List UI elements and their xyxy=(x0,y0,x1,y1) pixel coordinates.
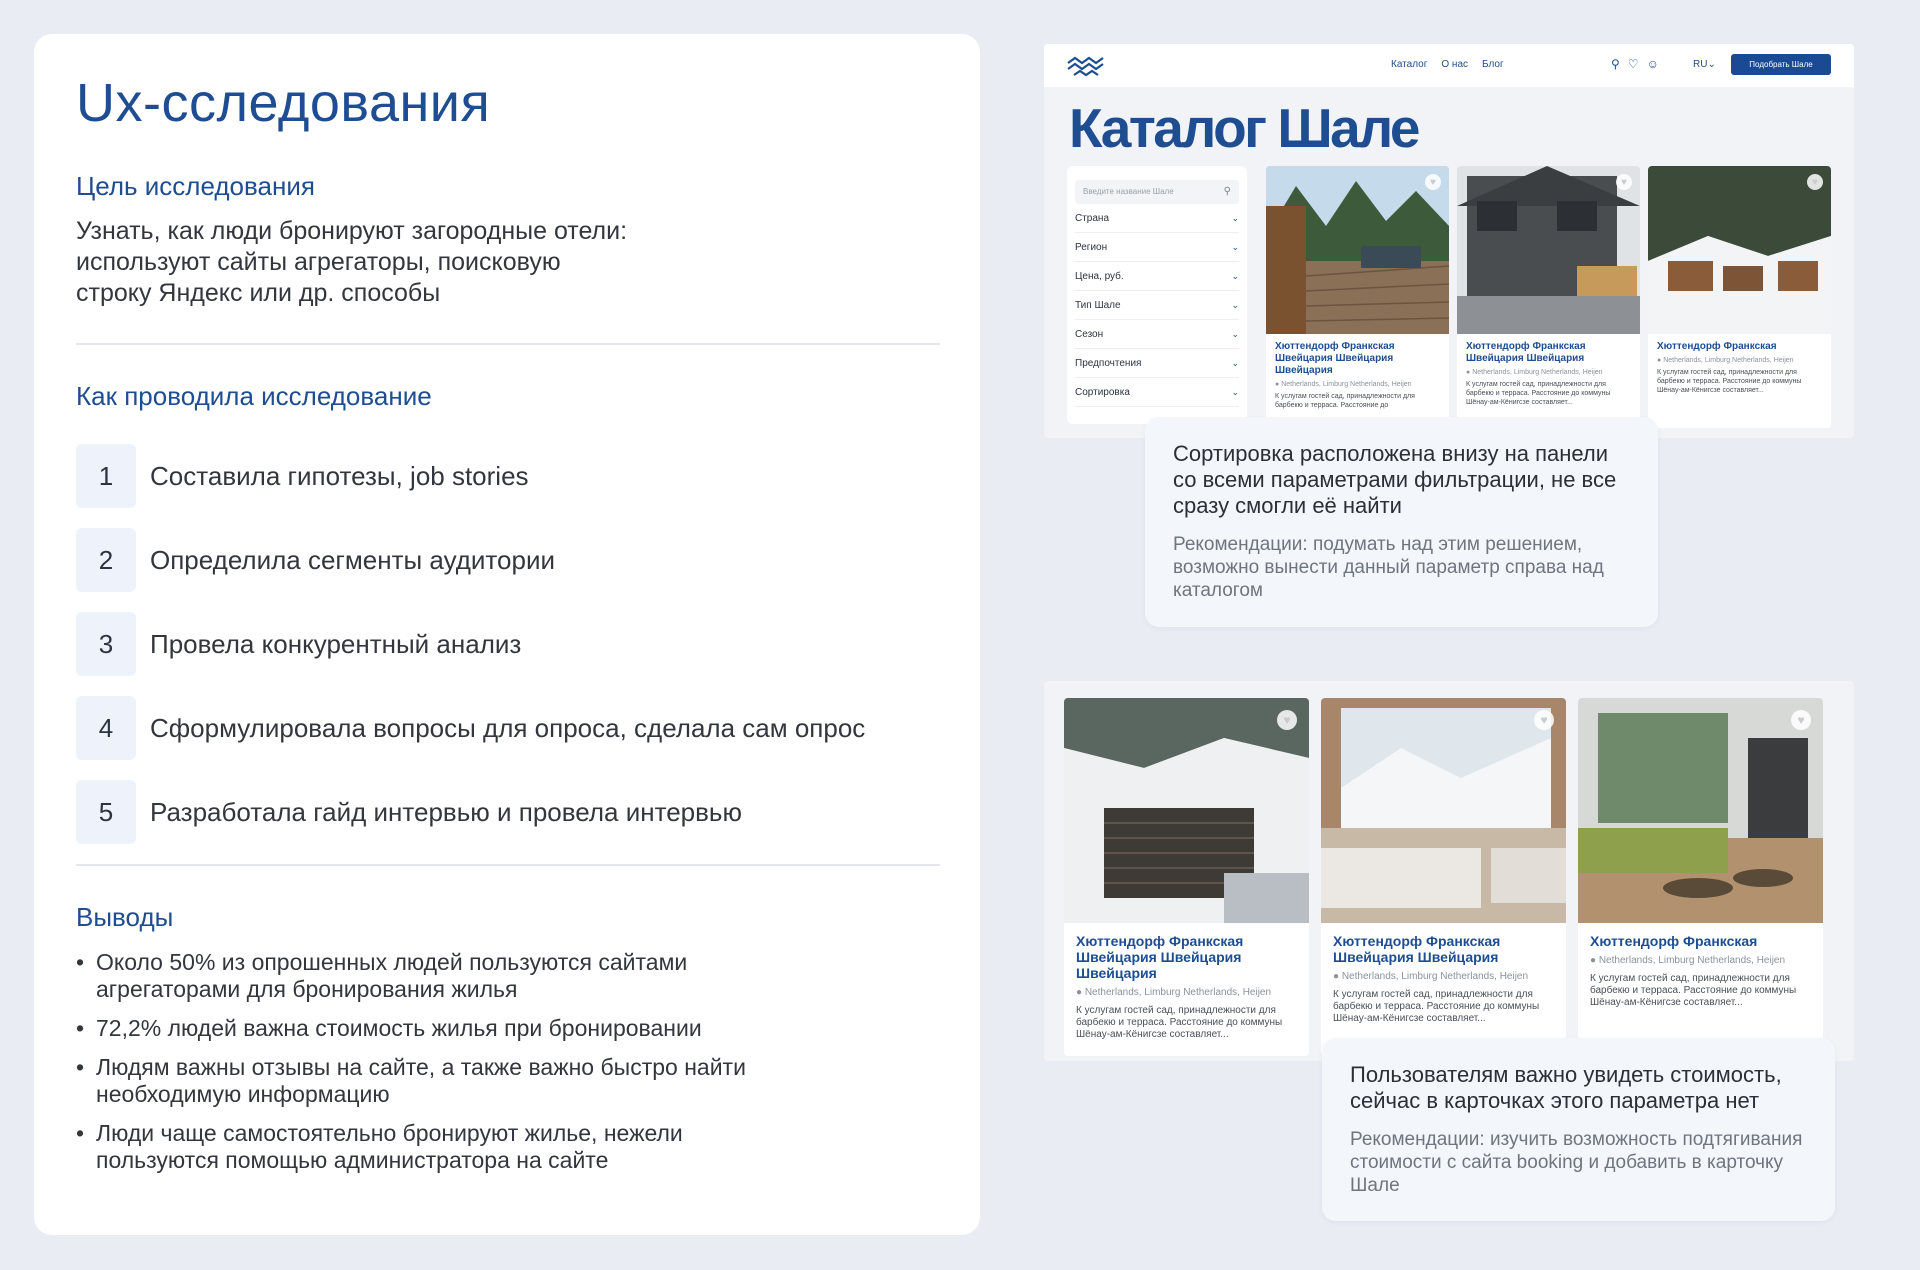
favorite-heart-icon[interactable]: ♥ xyxy=(1277,710,1297,730)
note-finding: Пользователям важно увидеть стоимость, сейчас в карточках этого параметра нет xyxy=(1350,1062,1782,1113)
divider xyxy=(76,343,940,345)
sorting-insight-note xyxy=(1145,417,1658,627)
conclusion-item: • Людям важны отзывы на сайте, а также важно быстро найти необходимую информацию xyxy=(76,1054,756,1108)
card-title[interactable]: Хюттендорф Франкская Швейцария Швейцария Швейцария xyxy=(1076,933,1244,981)
chevron-down-icon: ⌄ xyxy=(1231,212,1239,223)
conclusion-item: • Люди чаще самостоятельно бронируют жилье, нежели пользуются помощью администратора на сайте xyxy=(76,1120,756,1174)
filter-season[interactable] xyxy=(1075,320,1239,349)
step-number: 4 xyxy=(76,696,136,760)
cards-screenshot xyxy=(1044,681,1854,1061)
card-location: ● Netherlands, Limburg Netherlands, Heijen xyxy=(1657,357,1794,364)
note-recommendation: Рекомендации: подумать над этим решением, возможно вынести данный параметр справа над каталогом xyxy=(1173,534,1604,601)
search-placeholder: Введите название Шале xyxy=(1083,187,1174,196)
step-item xyxy=(76,444,938,508)
card-location: ● Netherlands, Limburg Netherlands, Heijen xyxy=(1466,369,1603,376)
step-number: 1 xyxy=(76,444,136,508)
chevron-down-icon: ⌄ xyxy=(1231,357,1239,368)
chevron-down-icon: ⌄ xyxy=(1231,328,1239,339)
filter-label: Сезон xyxy=(1075,328,1104,340)
card-description: К услугам гостей сад, принадлежности для барбекю и терраса. Расстояние до коммуны Шёнау-ам-Кёнигсзе составляет... xyxy=(1590,973,1797,1008)
goal-text: Узнать, как люди бронируют загородные отели: используют сайты агрегаторы, поисковую строку Яндекс или др. способы xyxy=(76,217,628,308)
step-text: Сформулировала вопросы для опроса, сделала сам опрос xyxy=(150,712,866,743)
chevron-down-icon: ⌄ xyxy=(1231,270,1239,281)
filter-price[interactable] xyxy=(1075,262,1239,291)
logo-icon[interactable] xyxy=(1066,55,1106,77)
chalet-card[interactable] xyxy=(1064,698,1309,1056)
card-location: ● Netherlands, Limburg Netherlands, Heijen xyxy=(1590,955,1786,966)
favorite-heart-icon[interactable]: ♥ xyxy=(1791,710,1811,730)
card-title[interactable]: Хюттендорф Франкская Швейцария Швейцария xyxy=(1333,933,1501,965)
chalet-card[interactable] xyxy=(1266,166,1449,428)
card-title[interactable]: Хюттендорф Франкская Швейцария Швейцария xyxy=(1466,341,1586,364)
chalet-card[interactable] xyxy=(1648,166,1831,428)
card-description: К услугам гостей сад, принадлежности для барбекю и терраса. Расстояние до коммуны Шёнау-ам-Кёнигсзе составляет... xyxy=(1333,989,1540,1024)
step-item xyxy=(76,612,938,676)
steps-list xyxy=(76,444,938,844)
conclusion-item: • 72,2% людей важна стоимость жилья при бронировании xyxy=(76,1015,756,1042)
chevron-down-icon: ⌄ xyxy=(1231,299,1239,310)
step-text: Составила гипотезы, job stories xyxy=(150,460,529,491)
favorite-heart-icon[interactable]: ♥ xyxy=(1425,174,1441,190)
nav-blog[interactable]: Блог xyxy=(1482,59,1504,70)
language-select[interactable]: RU⌄ xyxy=(1693,59,1716,70)
user-icon[interactable]: ☺ xyxy=(1646,57,1659,71)
card-location: ● Netherlands, Limburg Netherlands, Heijen xyxy=(1275,381,1412,388)
chalet-photo xyxy=(1321,698,1566,923)
divider xyxy=(76,864,940,866)
method-heading: Как проводила исследование xyxy=(76,381,432,412)
filter-label: Предпочтения xyxy=(1075,357,1142,369)
nav-about[interactable]: О нас xyxy=(1441,59,1468,70)
chevron-down-icon: ⌄ xyxy=(1231,386,1239,397)
step-item xyxy=(76,696,938,760)
favorite-heart-icon[interactable]: ♥ xyxy=(1807,174,1823,190)
step-item xyxy=(76,528,938,592)
filter-type[interactable] xyxy=(1075,291,1239,320)
chevron-down-icon: ⌄ xyxy=(1231,241,1239,252)
chalet-photo xyxy=(1578,698,1823,923)
card-title[interactable]: Хюттендорф Франкская xyxy=(1657,341,1777,352)
step-text: Определила сегменты аудитории xyxy=(150,544,556,575)
step-number: 3 xyxy=(76,612,136,676)
step-number: 5 xyxy=(76,780,136,844)
language-label: RU xyxy=(1693,59,1708,70)
location-text: Netherlands, Limburg Netherlands, Heijen xyxy=(1598,955,1786,966)
chalet-photo xyxy=(1457,166,1640,334)
favorite-heart-icon[interactable]: ♥ xyxy=(1534,710,1554,730)
favorite-heart-icon[interactable]: ♥ xyxy=(1616,174,1632,190)
catalog-title: Каталог Шале xyxy=(1069,97,1419,159)
header-icons xyxy=(1611,57,1659,71)
search-icon: ⚲ xyxy=(1223,186,1231,197)
chalet-photo xyxy=(1266,166,1449,334)
filter-label: Цена, руб. xyxy=(1075,270,1124,282)
filter-panel xyxy=(1067,166,1247,424)
pick-chalet-button[interactable]: Подобрать Шале xyxy=(1731,54,1831,75)
nav-catalog[interactable]: Каталог xyxy=(1391,59,1428,70)
step-text: Разработала гайд интервью и провела интервью xyxy=(150,796,742,827)
chalet-card[interactable] xyxy=(1457,166,1640,428)
conclusions-list xyxy=(76,949,938,1174)
page-title: Ux-сследования xyxy=(76,73,491,133)
catalog-screenshot xyxy=(1044,44,1854,438)
conclusions-heading: Выводы xyxy=(76,902,174,933)
price-insight-note xyxy=(1322,1038,1835,1221)
location-text: Netherlands, Limburg Netherlands, Heijen xyxy=(1472,369,1603,376)
step-text: Провела конкурентный анализ xyxy=(150,628,522,659)
filter-label: Страна xyxy=(1075,212,1110,224)
site-header xyxy=(1044,44,1854,87)
card-location: ● Netherlands, Limburg Netherlands, Heijen xyxy=(1076,987,1272,998)
card-description: К услугам гостей сад, принадлежности для барбекю и терраса. Расстояние до xyxy=(1275,393,1415,409)
conclusion-item: • Около 50% из опрошенных людей пользуются сайтами агрегаторами для бронирования жилья xyxy=(76,949,756,1003)
chalet-photo xyxy=(1064,698,1309,923)
note-recommendation: Рекомендации: изучить возможность подтягивания стоимости с сайта booking и добавить в карточку Шале xyxy=(1350,1129,1803,1196)
search-icon[interactable]: ⚲ xyxy=(1611,57,1620,71)
filter-label: Сортировка xyxy=(1075,386,1130,398)
card-title[interactable]: Хюттендорф Франкская Швейцария Швейцария Швейцария xyxy=(1275,341,1395,376)
card-description: К услугам гостей сад, принадлежности для барбекю и терраса. Расстояние до коммуны Шёнау-ам-Кёнигсзе составляет... xyxy=(1657,369,1802,394)
location-text: Netherlands, Limburg Netherlands, Heijen xyxy=(1341,971,1529,982)
note-finding: Сортировка расположена внизу на панели со всеми параметрами фильтрации, не все сразу смогли её найти xyxy=(1173,441,1617,518)
chalet-card[interactable] xyxy=(1578,698,1823,1056)
chalet-search-input[interactable] xyxy=(1075,180,1239,204)
research-panel xyxy=(34,34,980,1235)
filter-label: Регион xyxy=(1075,241,1108,253)
location-text: Netherlands, Limburg Netherlands, Heijen xyxy=(1084,987,1272,998)
filter-country[interactable] xyxy=(1075,204,1239,233)
chalet-card[interactable] xyxy=(1321,698,1566,1056)
card-description: К услугам гостей сад, принадлежности для барбекю и терраса. Расстояние до коммуны Шёнау-ам-Кёнигсзе составляет... xyxy=(1466,381,1611,406)
step-item xyxy=(76,780,938,844)
location-text: Netherlands, Limburg Netherlands, Heijen xyxy=(1281,381,1412,388)
filter-sorting[interactable] xyxy=(1075,378,1239,407)
filter-preferences[interactable] xyxy=(1075,349,1239,378)
goal-heading: Цель исследования xyxy=(76,171,315,202)
card-title[interactable]: Хюттендорф Франкская xyxy=(1590,933,1758,949)
step-number: 2 xyxy=(76,528,136,592)
filter-label: Тип Шале xyxy=(1075,299,1121,311)
card-location: ● Netherlands, Limburg Netherlands, Heijen xyxy=(1333,971,1529,982)
card-description: К услугам гостей сад, принадлежности для барбекю и терраса. Расстояние до коммуны Шёнау-ам-Кёнигсзе составляет... xyxy=(1076,1005,1283,1040)
heart-icon[interactable]: ♡ xyxy=(1627,57,1639,71)
main-nav xyxy=(1391,59,1504,70)
location-text: Netherlands, Limburg Netherlands, Heijen xyxy=(1663,357,1794,364)
chalet-photo xyxy=(1648,166,1831,334)
filter-region[interactable] xyxy=(1075,233,1239,262)
